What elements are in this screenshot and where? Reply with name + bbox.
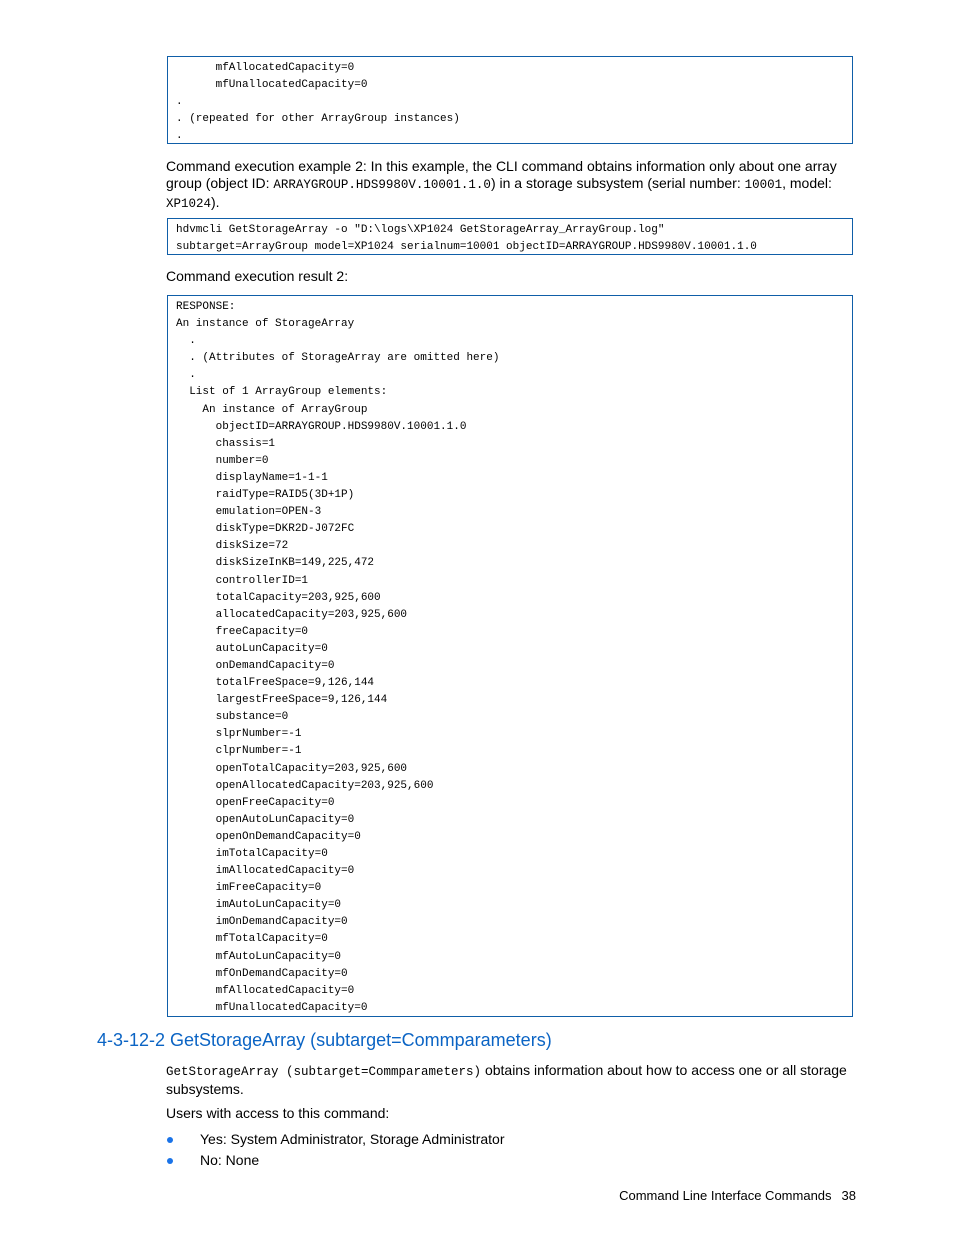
result-2-label: Command execution result 2: (166, 268, 349, 284)
list-item (166, 1131, 505, 1152)
code-line: openOnDemandCapacity=0 (176, 830, 361, 843)
code-line: imOnDemandCapacity=0 (176, 916, 348, 929)
code-line: openAllocatedCapacity=203,925,600 (176, 779, 434, 792)
example-2-text: , model: (782, 175, 832, 191)
footer-title: Command Line Interface Commands (619, 1188, 832, 1203)
command-code-block (167, 218, 853, 255)
code-line: mfUnallocatedCapacity=0 (176, 1001, 368, 1014)
section-intro (166, 1062, 856, 1098)
code-line: raidType=RAID5(3D+1P) (176, 489, 355, 502)
example-2-text: Command execution example 2: In this example, the CLI command obtains information only about one array group (object ID: (166, 158, 837, 191)
code-line: hdvmcli GetStorageArray -o "D:\logs\XP1024 GetStorageArray_ArrayGroup.log" (176, 224, 665, 236)
code-line: imFreeCapacity=0 (176, 882, 322, 895)
section-heading: 4-3-12-2 GetStorageArray (subtarget=Commparameters) (97, 1030, 552, 1050)
code-line: . (Attributes of StorageArray are omitted here) (176, 352, 500, 365)
code-line: controllerID=1 (176, 574, 309, 587)
code-line: slprNumber=-1 (176, 728, 302, 741)
code-line: mfTotalCapacity=0 (176, 933, 328, 946)
code-line: . (176, 335, 196, 348)
code-line: freeCapacity=0 (176, 625, 309, 638)
serial-number-code: 10001 (744, 178, 783, 192)
code-line: subtarget=ArrayGroup model=XP1024 serialnum=10001 objectID=ARRAYGROUP.HDS9980V.10001.1.0 (176, 241, 757, 254)
response-code-block (167, 295, 853, 1017)
code-line: imTotalCapacity=0 (176, 848, 328, 860)
code-line: . (176, 130, 183, 143)
page-footer (619, 1188, 856, 1204)
code-line: . (176, 96, 183, 109)
code-line: diskSize=72 (176, 540, 289, 553)
list-item (166, 1152, 505, 1173)
code-line: substance=0 (176, 711, 289, 724)
code-line: . (176, 369, 196, 382)
code-line: totalFreeSpace=9,126,144 (176, 677, 375, 690)
code-line: number=0 (176, 454, 269, 467)
code-line: allocatedCapacity=203,925,600 (176, 608, 408, 621)
example-2-description (166, 158, 856, 213)
code-line: diskType=DKR2D-J072FC (176, 523, 355, 536)
code-line: emulation=OPEN-3 (176, 506, 322, 519)
code-line: mfOnDemandCapacity=0 (176, 967, 348, 980)
section-intro-text: obtains information about how to access one or all storage subsystems. (166, 1062, 847, 1097)
code-line: openFreeCapacity=0 (176, 796, 335, 809)
code-line: List of 1 ArrayGroup elements: (176, 386, 388, 399)
code-line: An instance of StorageArray (176, 318, 355, 331)
example-2-text: ). (211, 194, 220, 210)
bullet-icon (167, 1137, 173, 1143)
object-id-code: ARRAYGROUP.HDS9980V.10001.1.0 (273, 178, 491, 192)
code-line: openTotalCapacity=203,925,600 (176, 762, 408, 775)
code-line: clprNumber=-1 (176, 745, 302, 758)
code-line: largestFreeSpace=9,126,144 (176, 694, 388, 707)
code-line: displayName=1-1-1 (176, 471, 328, 484)
command-name-code: GetStorageArray (subtarget=Commparameters) (166, 1065, 482, 1079)
code-line: diskSizeInKB=149,225,472 (176, 557, 375, 570)
bullet-icon (167, 1158, 173, 1164)
code-line: mfAllocatedCapacity=0 (176, 62, 355, 74)
example-2-text: ) in a storage subsystem (serial number: (490, 175, 745, 191)
code-line: imAutoLunCapacity=0 (176, 899, 342, 912)
code-block-continuation (167, 56, 853, 144)
list-item-text: No: None (200, 1152, 260, 1168)
code-line: mfAllocatedCapacity=0 (176, 984, 355, 997)
code-line: An instance of ArrayGroup (176, 403, 368, 416)
code-line: mfUnallocatedCapacity=0 (176, 79, 368, 92)
code-line: mfAutoLunCapacity=0 (176, 950, 342, 963)
list-item-text: Yes: System Administrator, Storage Administrator (200, 1131, 505, 1147)
code-line: totalCapacity=203,925,600 (176, 591, 381, 604)
code-line: autoLunCapacity=0 (176, 642, 328, 655)
page-number: 38 (841, 1188, 856, 1203)
code-line: . (repeated for other ArrayGroup instances) (176, 113, 460, 126)
code-line: onDemandCapacity=0 (176, 659, 335, 672)
code-line: objectID=ARRAYGROUP.HDS9980V.10001.1.0 (176, 420, 467, 433)
users-label: Users with access to this command: (166, 1105, 390, 1121)
code-line: chassis=1 (176, 437, 276, 450)
access-list (166, 1131, 505, 1173)
code-line: openAutoLunCapacity=0 (176, 813, 355, 826)
model-code: XP1024 (166, 197, 212, 211)
code-line: RESPONSE: (176, 301, 236, 313)
code-line: imAllocatedCapacity=0 (176, 865, 355, 878)
